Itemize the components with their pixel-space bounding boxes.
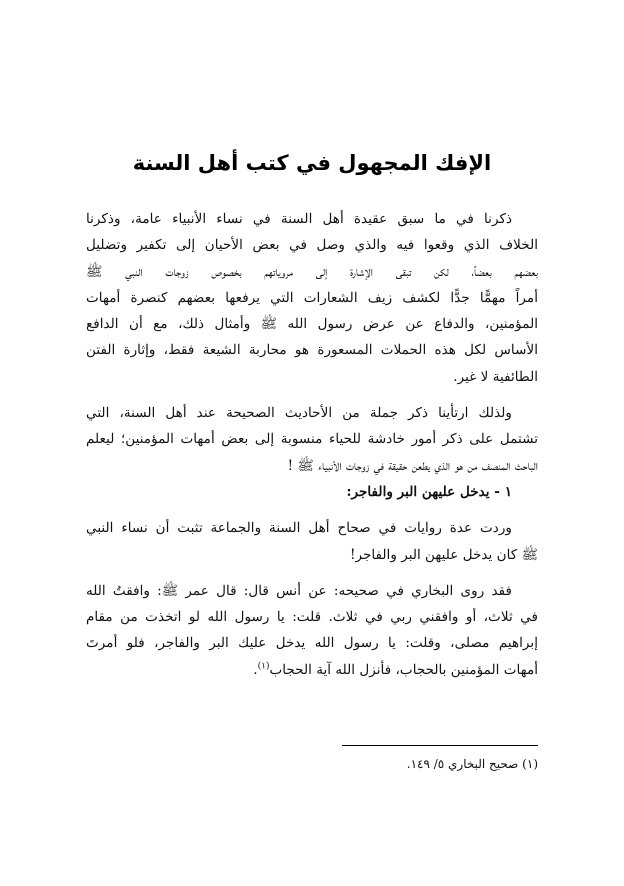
paragraph xyxy=(86,578,538,683)
text-line: ذكرنا في ما سبق عقيدة أهل السنة في نساء الأنبياء عامة، وذكرنا xyxy=(86,211,512,227)
paragraph xyxy=(86,400,538,479)
text-line: إبراهيم مصلى، وقلت: يا رسول الله يدخل عليك البر والفاجر، فلو أمرتَ xyxy=(86,635,538,652)
text-line: أمراً مهمًّا جدًّا لكشف زيف الشعارات التي يرفعها بعضهم كنصرة أمهات xyxy=(86,289,538,306)
text-line: الباحث المنصف من هو الذي يطعن حقيقة في زوجات الأنبياء ﷺ ! xyxy=(287,457,538,474)
footnote-reference[interactable]: (١) xyxy=(257,661,270,672)
sentence-end: . xyxy=(253,661,258,678)
text-line: أمهات المؤمنين بالحجاب، فأنزل الله آية الحجاب xyxy=(269,661,538,678)
text-line: الطائفية لا غير. xyxy=(453,368,538,385)
text-line: المؤمنين، والدفاع عن عرض رسول الله ﷺ وأمثال ذلك، مع أن الدافع xyxy=(86,316,538,333)
footnote: (١) صحيح البخاري ٥/ ١٤٩. xyxy=(406,757,538,771)
text-line: ولذلك ارتأينا ذكر جملة من الأحاديث الصحيحة عند أهل السنة، التي xyxy=(86,405,512,422)
text-line: الأساس لكل هذه الحملات المسعورة هو محاربة الشيعة فقط، وإثارة الفتن xyxy=(86,342,538,359)
text-line: تشتمل على ذكر أمور خادشة للحياء منسوبة إلى بعض أمهات المؤمنين؛ ليعلم xyxy=(86,431,538,448)
text-line: ﷺ كان يدخل عليهن البر والفاجر! xyxy=(350,546,538,563)
text-line-with-footnote xyxy=(86,657,538,683)
body-text xyxy=(86,206,538,683)
paragraph xyxy=(86,515,538,568)
section-heading: ١ - يدخل عليهن البر والفاجر: xyxy=(346,483,512,500)
page-title: الإفك المجهول في كتب أهل السنة xyxy=(132,151,492,175)
text-line: في ثلاث، أو وافقني ربي في ثلاث. قلت: يا رسول الله لو اتخذت من مقام xyxy=(86,609,538,626)
text-line: بعضهم بعضاً، لكن تبقى الإشارة إلى مروياتهم بخصوص زوجات النبي ﷺ xyxy=(86,263,538,280)
paragraph xyxy=(86,206,538,390)
footnote-divider xyxy=(342,745,538,746)
text-line: الخلاف الذي وقعوا فيه والذي وصل في بعض الأحيان إلى تكفير وتضليل xyxy=(86,237,538,254)
text-line: وردت عدة روايات في صحاح أهل السنة والجماعة تثبت أن نساء النبي xyxy=(86,520,512,537)
text-line: فقد روى البخاري في صحيحه: عن أنس قال: قال عمر ﷺ: وافقتُ الله xyxy=(86,582,512,599)
